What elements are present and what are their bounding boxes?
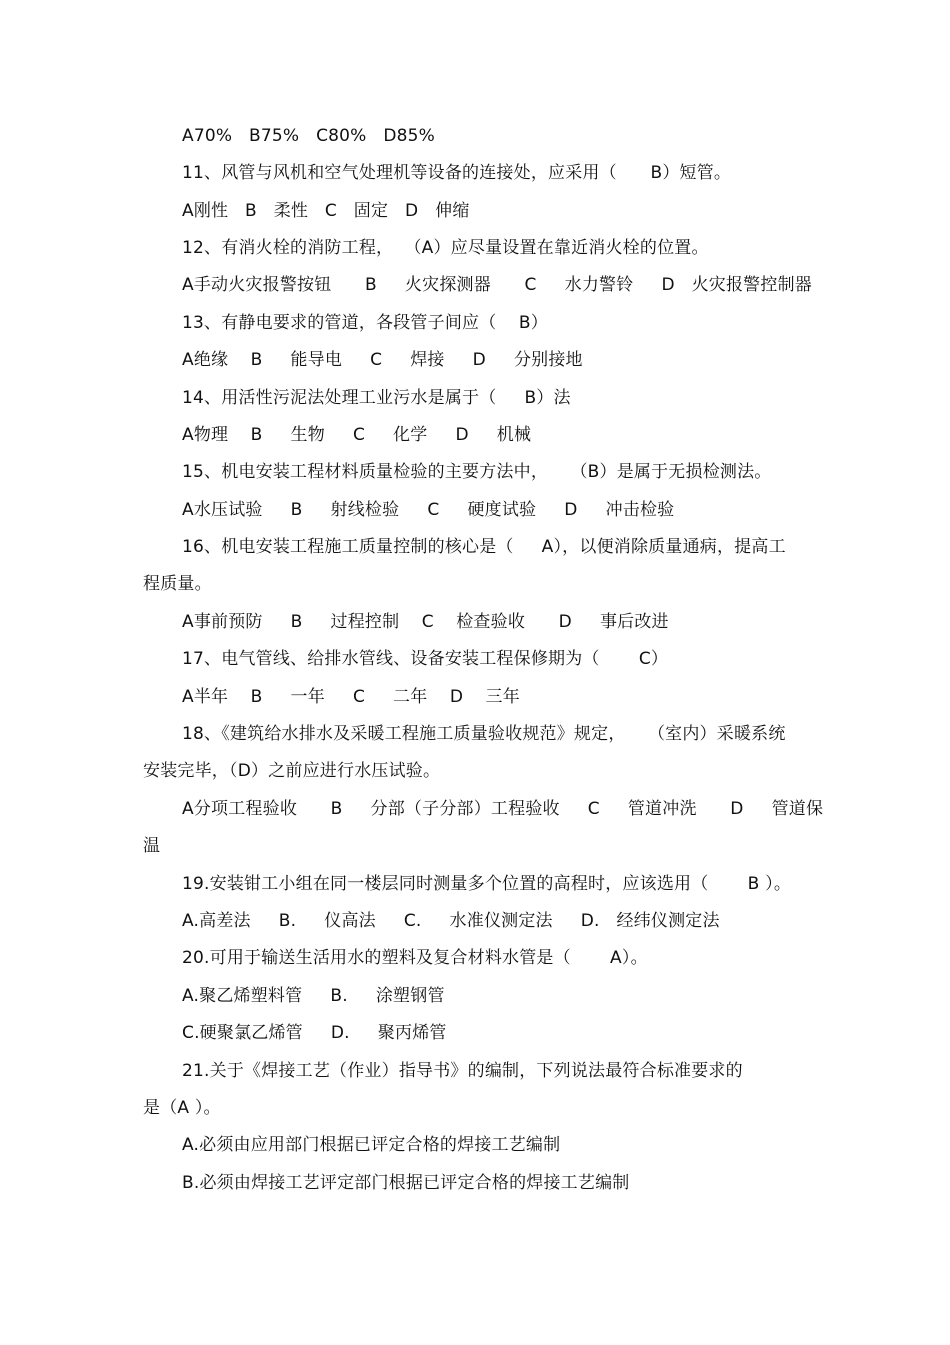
question-18-continued: 安装完毕，（D）之前应进行水压试验。: [143, 761, 441, 781]
answer-options-19: A.高差法 B. 仪高法 C. 水准仪测定法 D. 经纬仪测定法: [182, 911, 720, 931]
question-18: 18、《建筑给水排水及采暖工程施工质量验收规范》规定， （室内）采暖系统: [182, 724, 786, 744]
question-13: 13、有静电要求的管道，各段管子间应（ B）: [182, 313, 548, 333]
question-17: 17、电气管线、给排水管线、设备安装工程保修期为（ C）: [182, 649, 669, 669]
answer-options-15: A水压试验 B 射线检验 C 硬度试验 D 冲击检验: [182, 500, 675, 520]
answer-options-20-cd: C.硬聚氯乙烯管 D. 聚丙烯管: [182, 1023, 447, 1043]
answer-options-10: A70% B75% C80% D85%: [182, 126, 436, 146]
answer-options-20-ab: A.聚乙烯塑料管 B. 涂塑钢管: [182, 986, 445, 1006]
question-16-continued: 程质量。: [143, 574, 212, 594]
answer-options-13: A绝缘 B 能导电 C 焊接 D 分别接地: [182, 350, 583, 370]
answer-options-11: A刚性 B 柔性 C 固定 D 伸缩: [182, 201, 470, 221]
question-14: 14、用活性污泥法处理工业污水是属于（ B）法: [182, 388, 571, 408]
question-15: 15、机电安装工程材料质量检验的主要方法中， （B）是属于无损检测法。: [182, 462, 772, 482]
answer-options-18: A分项工程验收 B 分部（子分部）工程验收 C 管道冲洗 D 管道保: [182, 799, 824, 819]
answer-options-17: A半年 B 一年 C 二年 D 三年: [182, 687, 520, 707]
answer-options-14: A物理 B 生物 C 化学 D 机械: [182, 425, 532, 445]
question-21: 21.关于《焊接工艺（作业）指导书》的编制，下列说法最符合标准要求的: [182, 1061, 743, 1081]
question-11: 11、风管与风机和空气处理机等设备的连接处，应采用（ B）短管。: [182, 163, 732, 183]
question-12: 12、有消火栓的消防工程， （A）应尽量设置在靠近消火栓的位置。: [182, 238, 709, 258]
answer-options-18-continued: 温: [143, 836, 161, 856]
answer-option-21-b: B.必须由焊接工艺评定部门根据已评定合格的焊接工艺编制: [182, 1173, 630, 1193]
question-19: 19.安装钳工小组在同一楼层同时测量多个位置的高程时，应该选用（ B ）。: [182, 874, 792, 894]
question-20: 20.可用于输送生活用水的塑料及复合材料水管是（ A）。: [182, 948, 648, 968]
question-21-continued: 是（A ）。: [143, 1098, 221, 1118]
answer-options-16: A事前预防 B 过程控制 C 检查验收 D 事后改进: [182, 612, 669, 632]
answer-options-12: A手动火灾报警按钮 B 火灾探测器 C 水力警铃 D 火灾报警控制器: [182, 275, 812, 295]
answer-option-21-a: A.必须由应用部门根据已评定合格的焊接工艺编制: [182, 1135, 561, 1155]
question-16: 16、机电安装工程施工质量控制的核心是（ A），以便消除质量通病，提高工: [182, 537, 786, 557]
